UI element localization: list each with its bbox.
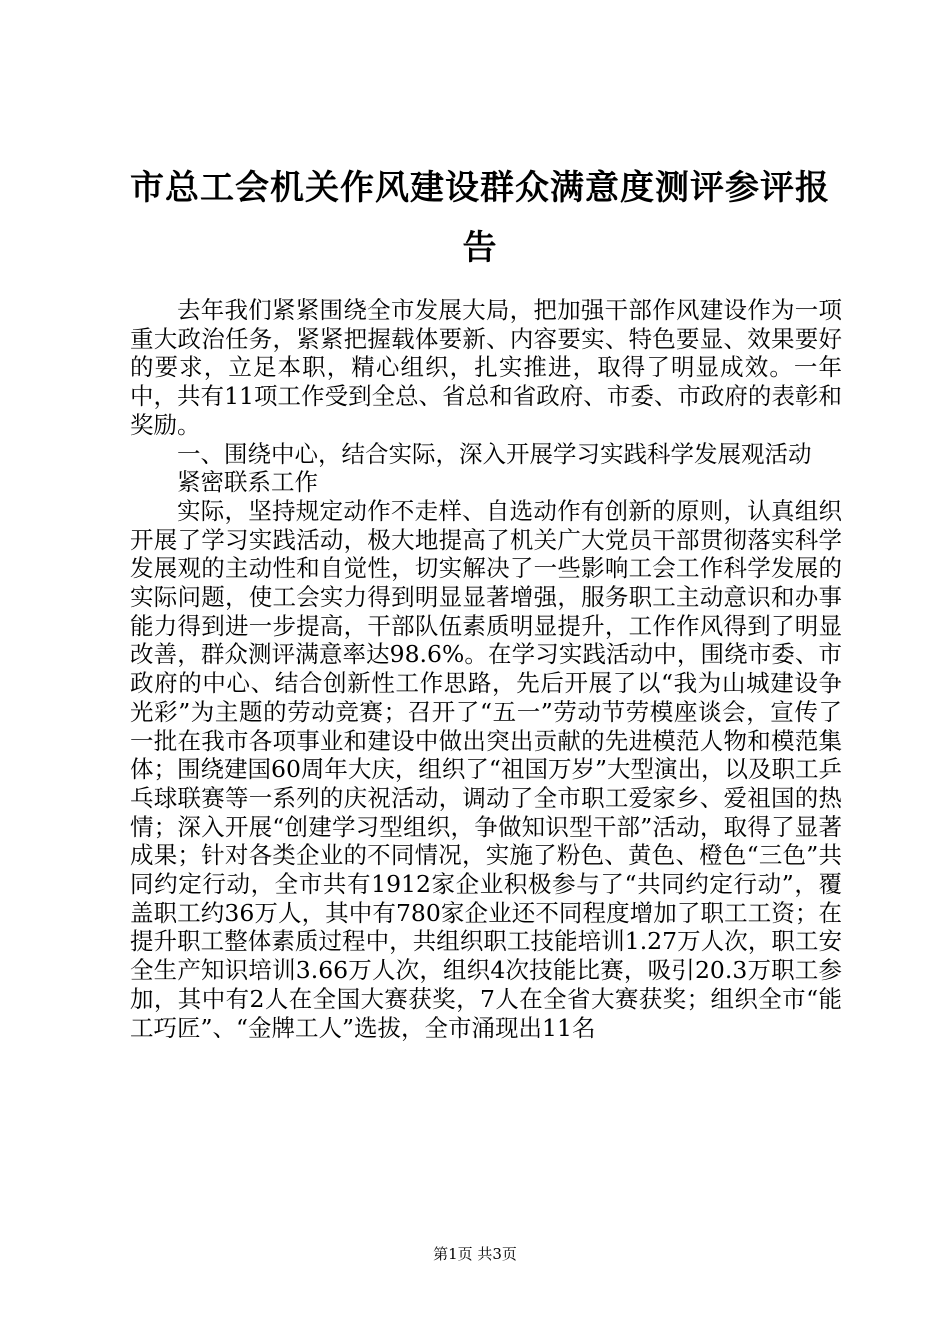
main-paragraph: 实际，坚持规定动作不走样、自选动作有创新的原则，认真组织开展了学习实践活动，极大地提高了机关广大党员干部贯彻落实科学发展观的主动性和自觉性，切实解决了一些影响工会工作科学发展的实际问题，使工会实力得到明显显著增强，服务职工主动意识和办事能力得到进一步提高，干部队伍素质明显提升，工作作风得到了明显改善，群众测评满意率达98.6%。在学习实践活动中，围绕市委、市政府的中心、结合创新性工作思路，先后开展了以“我为山城建设争光彩”为主题的劳动竞赛；召开了“五一”劳动节劳模座谈会，宣传了一批在我市各项事业和建设中做出突出贡献的先进模范人物和模范集体；围绕建国60周年大庆，组织了“祖国万岁”大型演出，以及职工乒乓球联赛等一系列的庆祝活动，调动了全市职工爱家乡、爱祖国的热情；深入开展“创建学习型组织，争做知识型干部”活动，取得了显著成果；针对各类企业的不同情况，实施了粉色、黄色、橙色“三色”共同约定行动，全市共有1912家企业积极参与了“共同约定行动”，覆盖职工约36万人，其中有780家企业还不同程度增加了职工工资；在提升职工整体素质过程中，共组织职工技能培训1.27万人次，职工安全生产知识培训3.66万人次，组织4次技能比赛，吸引20.3万职工参加，其中有2人在全国大赛获奖，7人在全省大赛获奖；组织全市“能工巧匠”、“金牌工人”选拔，全市涌现出11名 bbox=[130, 496, 842, 1042]
page-footer: 第1页 共3页 bbox=[433, 1245, 517, 1263]
document-body bbox=[130, 296, 842, 1042]
document-title: 市总工会机关作风建设群众满意度测评参评报告 bbox=[130, 168, 830, 268]
intro-paragraph: 去年我们紧紧围绕全市发展大局，把加强干部作风建设作为一项重大政治任务，紧紧把握载体要新、内容要实、特色要显、效果要好的要求，立足本职，精心组织，扎实推进，取得了明显成效。一年中，共有11项工作受到全总、省总和省政府、市委、市政府的表彰和奖励。 bbox=[130, 296, 842, 439]
section-subheading: 紧密联系工作 bbox=[177, 468, 318, 497]
section-heading: 一、围绕中心，结合实际，深入开展学习实践科学发展观活动 bbox=[177, 439, 812, 468]
